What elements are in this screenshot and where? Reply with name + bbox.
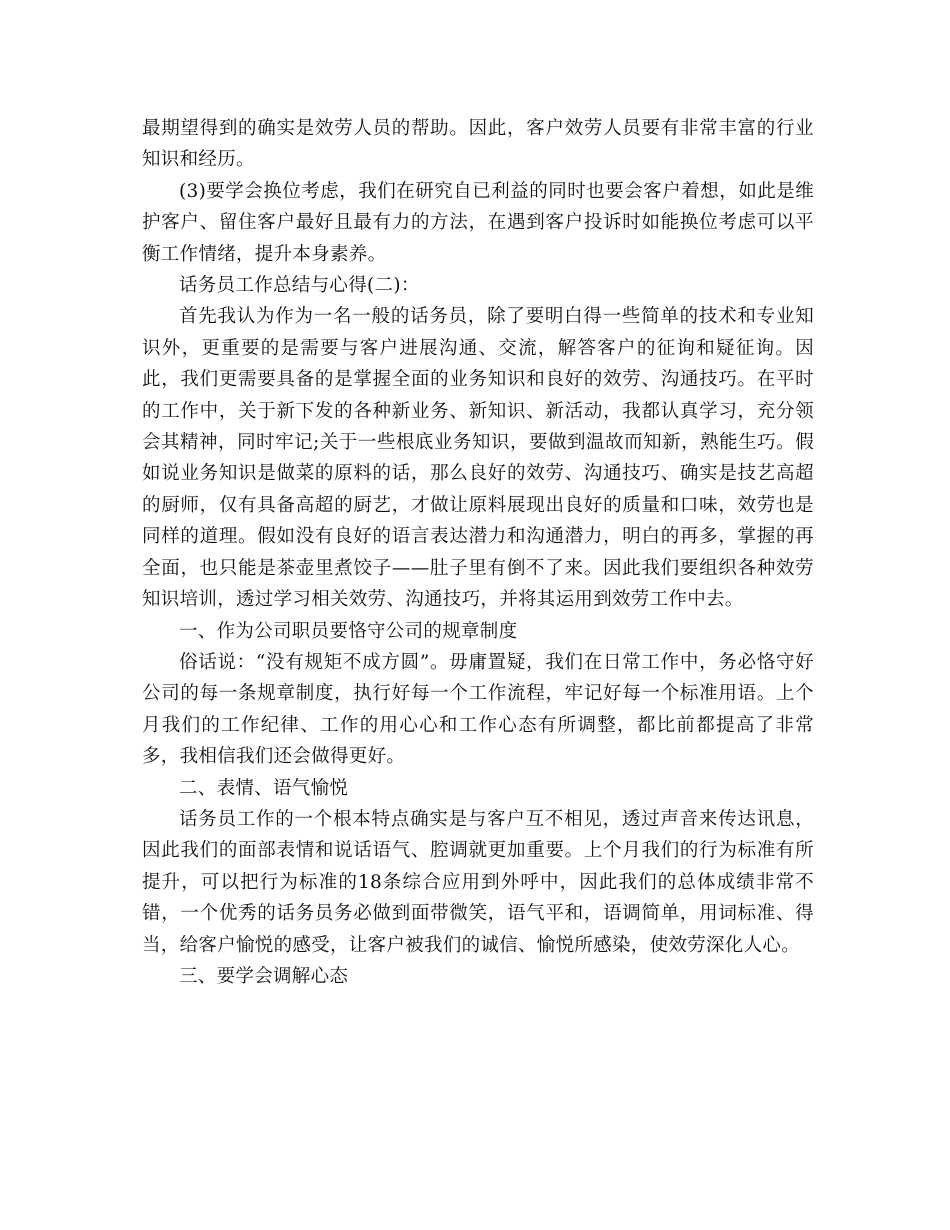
heading-rules: 一、作为公司职员要恪守公司的规章制度 bbox=[179, 620, 518, 642]
heading-expression: 二、表情、语气愉悦 bbox=[179, 777, 349, 799]
section-heading-part-2: 话务员工作总结与心得(二)： bbox=[179, 275, 420, 297]
paragraph-point-3: (3)要学会换位考虑，我们在研究自已利益的同时也要会客户着想，如此是维护客户、留住客户最好且最有力的方法，在遇到客户投诉时如能换位考虑可以平衡工作情绪，提升本身素养。 bbox=[142, 180, 814, 265]
paragraph-continuation: 最期望得到的确实是效劳人员的帮助。因此，客户效劳人员要有非常丰富的行业知识和经历。 bbox=[142, 118, 814, 171]
heading-mindset: 三、要学会调解心态 bbox=[179, 965, 349, 987]
paragraph-expression: 话务员工作的一个根本特点确实是与客户互不相见，透过声音来传达讯息，因此我们的面部表情和说话语气、腔调就更加重要。上个月我们的行为标准有所提升，可以把行为标准的18条综合应用到外呼中，因此我们的总体成绩非常不错，一个优秀的话务员务必做到面带微笑，语气平和，语调简单，用词标准、得当，给客户愉悦的感受，让客户被我们的诚信、愉悦所感染，使效劳深化人心。 bbox=[142, 808, 814, 956]
paragraph-intro: 首先我认为作为一名一般的话务员，除了要明白得一些简单的技术和专业知识外，更重要的是需要与客户进展沟通、交流，解答客户的征询和疑征询。因此，我们更需要具备的是掌握全面的业务知识和良好的效劳、沟通技巧。在平时的工作中，关于新下发的各种新业务、新知识、新活动，我都认真学习，充分领会其精神，同时牢记;关于一些根底业务知识，要做到温故而知新，熟能生巧。假如说业务知识是做菜的原料的话，那么良好的效劳、沟通技巧、确实是技艺高超的厨师，仅有具备高超的厨艺，才做让原料展现出良好的质量和口味，效劳也是同样的道理。假如没有良好的语言表达潜力和沟通潜力，明白的再多，掌握的再全面，也只能是茶壶里煮饺子——肚子里有倒不了来。因此我们要组织各种效劳知识培训，透过学习相关效劳、沟通技巧，并将其运用到效劳工作中去。 bbox=[142, 306, 814, 611]
document-page bbox=[142, 113, 814, 992]
paragraph-rules: 俗话说：“没有规矩不成方圆”。毋庸置疑，我们在日常工作中，务必恪守好公司的每一条规章制度，执行好每一个工作流程，牢记好每一个标准用语。上个月我们的工作纪律、工作的用心心和工作心态有所调整，都比前都提高了非常多，我相信我们还会做得更好。 bbox=[142, 651, 814, 768]
